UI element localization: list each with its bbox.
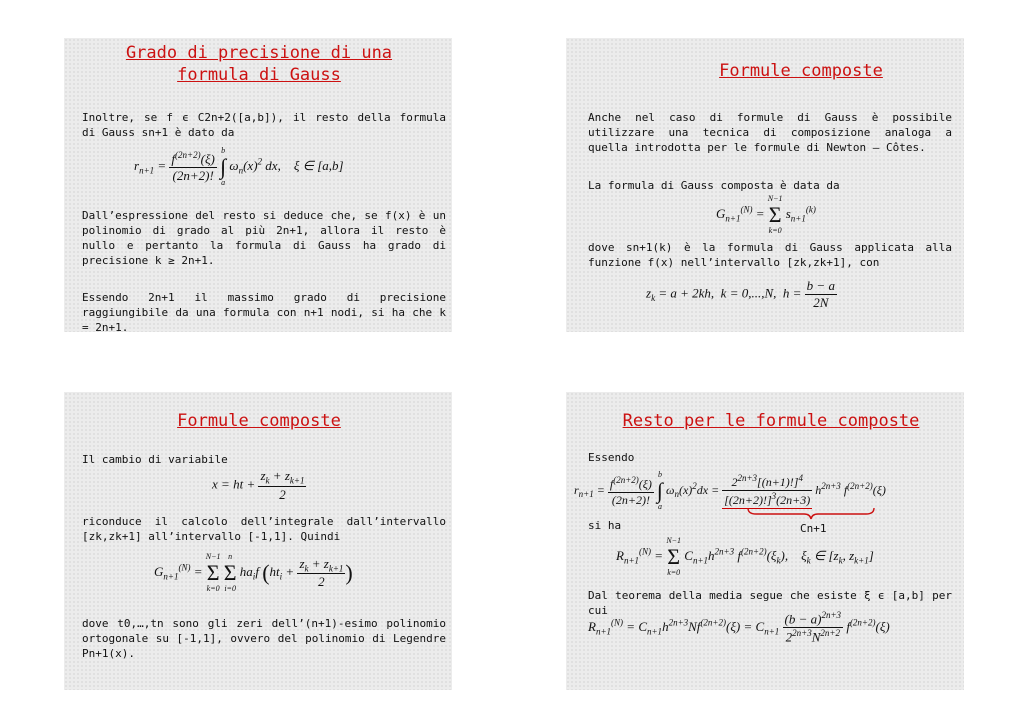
underbrace — [746, 506, 876, 520]
slide-title: Formule composte — [177, 411, 341, 431]
paragraph-intro: Inoltre, se f ϵ C2n+2([a,b]), il resto della formula di Gauss sn+1 è dato da — [82, 111, 446, 139]
slide-gauss-precision — [64, 38, 452, 332]
slide-composite-remainder — [566, 392, 964, 690]
remainder-gauss-formula: $r_{n+1}$ = $\frac{f^{(2n+2)}(\xi)}{(2n+2)!}$ b ∫ a $\omega_n(x)^2dx$ = $\frac{2^{2n+3}[(n+1)!]^4}{[(2n+2)!]^3(2n+3)}$ $h^{2n+3}$ $f^{(2n+2)}(\xi)$ — [574, 470, 886, 511]
slide-composite-formulas — [566, 38, 964, 332]
composite-gauss-expanded-formula: $G_{n+1}^{(N)}$ = N−1 Σ k=0 n Σ i=0 $ha_if$ ($ht_i$ + $\frac{z_k + z_{k+1}}{2}$ ) — [154, 552, 353, 593]
paragraph-change-variable: Il cambio di variabile — [82, 453, 228, 466]
paragraph-si-ha: si ha — [588, 519, 622, 532]
paragraph-mean-value: Dal teorema della media segue che esiste ξ ϵ [a,b] per cui — [588, 589, 952, 617]
final-remainder-formula: $R_{n+1}^{(N)} = C_{n+1}h^{2n+3}Nf^{(2n+2)}(\xi) = C_{n+1}$ $\frac{(b - a)^{2n+3}}{2^{2n+3}N^{2n+2}}$ $f^{(2n+2)}(\xi)$ — [588, 610, 890, 645]
composite-remainder-formula: $R_{n+1}^{(N)}$ = N−1 Σ k=0 $C_{n+1}h^{2n+3}$ $f^{(2n+2)}(\xi_k)$, $\xi_k$ ∈ [$z_k$, $z_{k+1}$] — [616, 536, 874, 577]
paragraph-subinterval: dove sn+1(k) è la formula di Gauss applicata alla funzione f(x) nell’intervallo [zk,zk+1], con — [588, 241, 952, 269]
slide-title: Formule composte — [719, 61, 883, 81]
change-variable-formula: x = ht + $\frac{z_k + z_{k+1}}{2}$ — [212, 468, 305, 502]
paragraph-essendo: Essendo — [588, 451, 635, 464]
cn-label: Cn+1 — [800, 522, 827, 535]
paragraph-max-degree: Essendo 2n+1 il massimo grado di precisione raggiungibile da una formula con n+1 nodi, si ha che k = 2n+1. — [82, 291, 446, 334]
remainder-formula: $r_{n+1}$ = $\frac{f^{(2n+2)}(\xi)}{(2n+2)!}$ b ∫ a $\omega_n(x)^2$ dx, ξ ∈ [a,b] — [134, 146, 344, 187]
paragraph-composite-def: La formula di Gauss composta è data da — [588, 179, 840, 192]
paragraph-legendre: dove t0,…,tn sono gli zeri dell’(n+1)-esimo polinomio ortogonale su [-1,1], ovvero del polinomio di Legendre Pn+1(x). — [82, 617, 446, 660]
paragraph-interval-map: riconduce il calcolo dell’integrale dall’intervallo [zk,zk+1] all’intervallo [-1,1]. Quindi — [82, 515, 446, 543]
slide-composite-change-variable — [64, 392, 452, 690]
paragraph-degree: Dall’espressione del resto si deduce che, se f(x) è un polinomio di grado al più 2n+1, allora il resto è nullo e pertanto la formula di Gauss ha grado di precisione k ≥ 2n+1. — [82, 209, 446, 267]
slide-title: Grado di precisione di una formula di Gauss — [125, 43, 393, 85]
paragraph-composition: Anche nel caso di formule di Gauss è possibile utilizzare una tecnica di composizione analoga a quella introdotta per le formule di Newton – Côtes. — [588, 111, 952, 154]
nodes-formula: $z_k = a + 2kh$, k = 0,...,N, h = $\frac{b - a}{2N}$ — [646, 278, 835, 310]
slide-title: Resto per le formule composte — [622, 411, 920, 431]
composite-gauss-formula: $G_{n+1}^{(N)}$ = N−1 Σ k=0 $s_{n+1}^{(k)}$ — [716, 194, 816, 235]
